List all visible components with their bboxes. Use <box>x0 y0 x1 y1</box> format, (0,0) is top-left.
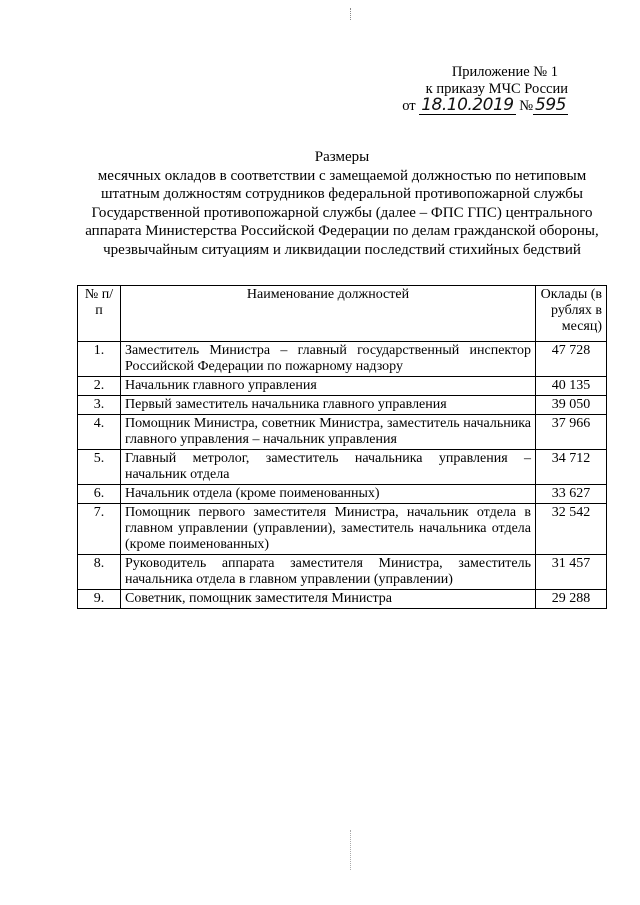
salary-table <box>77 285 607 609</box>
row-position: Главный метролог, заместитель начальника управления – начальник отдела <box>121 450 536 485</box>
row-salary: 29 288 <box>536 590 607 609</box>
table-row <box>78 450 607 485</box>
row-position: Первый заместитель начальника главного управления <box>121 396 536 415</box>
header-salary: Оклады (в рублях в месяц) <box>536 286 607 342</box>
table-row <box>78 396 607 415</box>
appendix-number: Приложение № 1 <box>451 64 558 80</box>
number-label: № <box>519 98 534 114</box>
table-row <box>78 342 607 377</box>
table-row <box>78 377 607 396</box>
row-salary: 34 712 <box>536 450 607 485</box>
row-position: Помощник Министра, советник Министра, заместитель начальника главного управления – начальник управления <box>121 415 536 450</box>
table-header-row <box>78 286 607 342</box>
header-num: № п/п <box>78 286 121 342</box>
table-row <box>78 590 607 609</box>
document-heading <box>82 148 602 260</box>
row-position: Заместитель Министра – главный государственный инспектор Российской Федерации по пожарному надзору <box>121 342 536 377</box>
row-salary: 47 728 <box>536 342 607 377</box>
from-label: от <box>402 98 416 114</box>
row-position: Начальник отдела (кроме поименованных) <box>121 485 536 504</box>
header-name: Наименование должностей <box>121 286 536 342</box>
row-salary: 40 135 <box>536 377 607 396</box>
row-num: 3. <box>78 396 121 415</box>
row-position: Помощник первого заместителя Министра, начальник отдела в главном управлении (управлении), заместитель начальника отдела (кроме поименованных) <box>121 504 536 555</box>
order-number-field <box>533 95 568 115</box>
row-num: 4. <box>78 415 121 450</box>
row-salary: 31 457 <box>536 555 607 590</box>
row-num: 7. <box>78 504 121 555</box>
table-row <box>78 555 607 590</box>
row-position: Советник, помощник заместителя Министра <box>121 590 536 609</box>
scan-artifact <box>350 830 353 870</box>
order-date-field <box>419 95 515 115</box>
row-salary: 32 542 <box>536 504 607 555</box>
row-num: 5. <box>78 450 121 485</box>
table-row <box>78 485 607 504</box>
appendix-order-ref: к приказу МЧС России <box>425 81 568 97</box>
order-number-handwritten: 595 <box>535 95 566 115</box>
row-num: 6. <box>78 485 121 504</box>
heading-subtitle: месячных окладов в соответствии с замещаемой должностью по нетиповым штатным должностям сотрудников федеральной противопожарной службы Государственной противопожарной службы (далее – ФПС ГПС) центрального аппарата Министерства Российской Федерации по делам гражданской обороны, чрезвычайным ситуациям и ликвидации последствий стихийных бедствий <box>85 167 599 258</box>
appendix-block <box>402 64 568 115</box>
row-num: 8. <box>78 555 121 590</box>
row-salary: 37 966 <box>536 415 607 450</box>
table-row <box>78 415 607 450</box>
row-position: Начальник главного управления <box>121 377 536 396</box>
heading-title: Размеры <box>314 149 370 165</box>
appendix-date-line <box>402 95 568 115</box>
row-salary: 33 627 <box>536 485 607 504</box>
row-num: 2. <box>78 377 121 396</box>
scan-artifact <box>350 8 353 20</box>
row-position: Руководитель аппарата заместителя Министра, заместитель начальника отдела в главном управлении (управлении) <box>121 555 536 590</box>
table-row <box>78 504 607 555</box>
row-num: 1. <box>78 342 121 377</box>
order-date-handwritten: 18.10.2019 <box>421 95 514 115</box>
row-num: 9. <box>78 590 121 609</box>
row-salary: 39 050 <box>536 396 607 415</box>
